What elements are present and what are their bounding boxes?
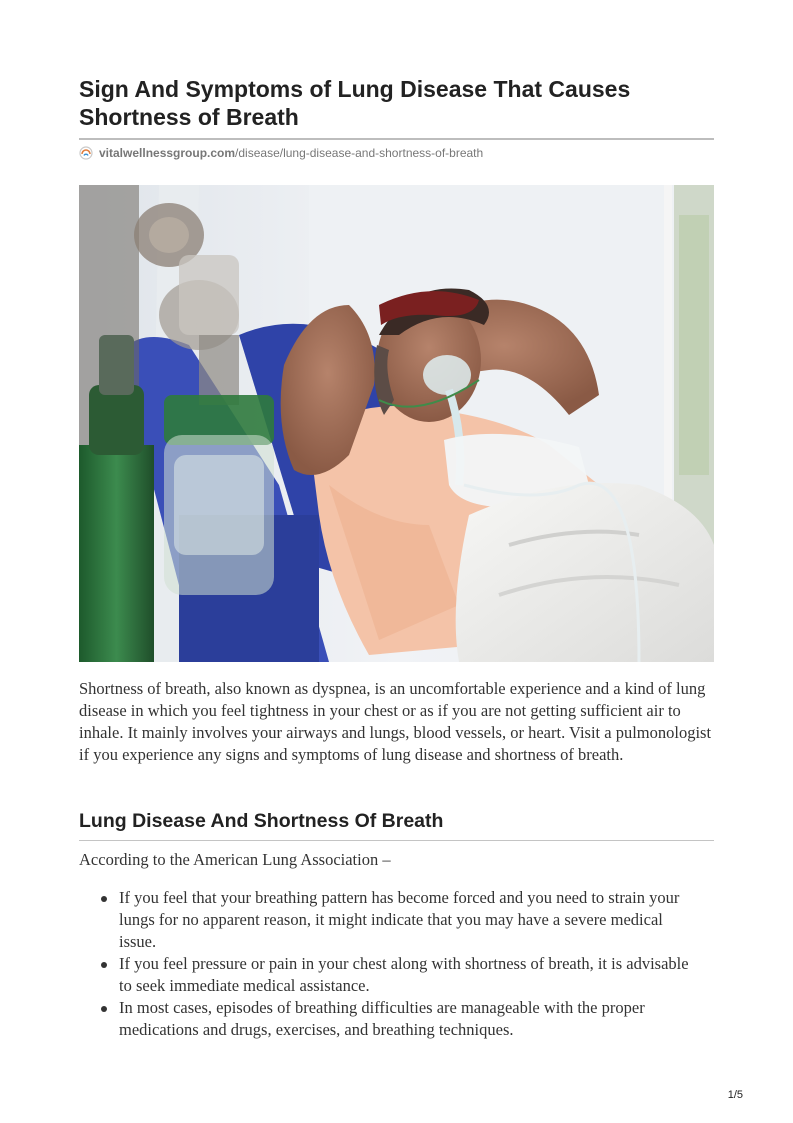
- bullet-icon: [101, 962, 107, 968]
- section-divider: [79, 840, 714, 841]
- intro-paragraph: Shortness of breath, also known as dyspnea, is an uncomfortable experience and a kind of lung disease in which you feel tightness in your chest or as if you are not getting sufficient air to inhale. It mainly involves your airways and lungs, blood vessels, or heart. Visit a pulmonologist if you experience any signs and symptoms of lung disease and shortness of breath.: [79, 679, 712, 764]
- list-item-text: In most cases, episodes of breathing difficulties are manageable with the proper medications and drugs, exercises, and breathing techniques.: [119, 998, 645, 1039]
- list-item: [79, 997, 689, 1041]
- bullet-list: [79, 887, 714, 1041]
- list-item: [79, 887, 689, 953]
- title-divider: [79, 138, 714, 140]
- list-item-text: If you feel that your breathing pattern has become forced and you need to strain your lungs for no apparent reason, it might indicate that you may have a severe medical issue.: [119, 888, 680, 951]
- source-url[interactable]: [79, 145, 483, 161]
- source-domain[interactable]: vitalwellnessgroup.com: [99, 146, 236, 160]
- article-title: Sign And Symptoms of Lung Disease That Causes Shortness of Breath: [79, 76, 631, 130]
- source-path[interactable]: /disease/lung-disease-and-shortness-of-breath: [235, 146, 484, 160]
- section-lead: According to the American Lung Association –: [79, 850, 391, 869]
- site-favicon-icon: [79, 146, 93, 160]
- hero-image: [79, 185, 714, 662]
- list-item: [79, 953, 689, 997]
- bullet-icon: [101, 1006, 107, 1012]
- list-item-text: If you feel pressure or pain in your chest along with shortness of breath, it is advisable to seek immediate medical assistance.: [119, 954, 689, 995]
- bullet-icon: [101, 896, 107, 902]
- page-indicator: 1/5: [727, 1089, 743, 1101]
- section-heading: Lung Disease And Shortness Of Breath: [79, 810, 444, 832]
